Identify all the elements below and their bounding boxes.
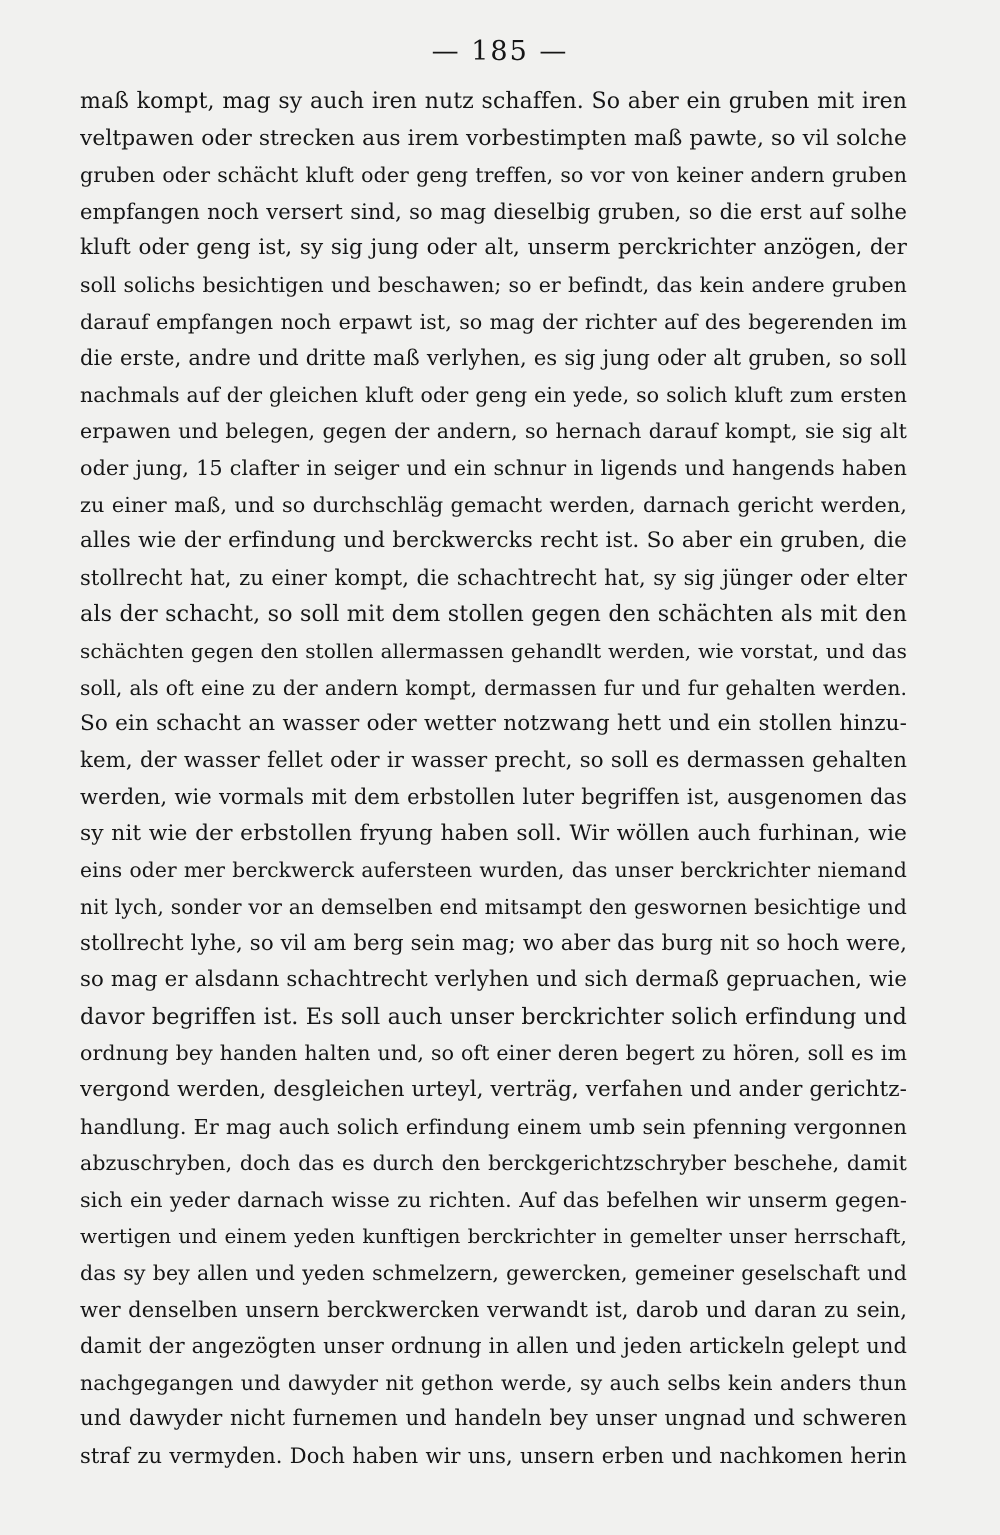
text-line: damit der angezögten unser ordnung in allen und jeden artickeln gelept und — [80, 1334, 907, 1359]
page-number: — 185 — — [431, 36, 569, 67]
text-line: schächten gegen den stollen allermassen gehandlt werden, wie vorstat, und das — [80, 638, 907, 663]
text-line: soll solichs besichtigen und beschawen; so er befindt, das kein andere gruben — [80, 272, 907, 297]
text-line: so mag er alsdann schachtrecht verlyhen und sich dermaß gepruachen, wie — [80, 967, 907, 993]
text-line: handlung. Er mag auch solich erfindung einem umb sein pfenning vergonnen — [80, 1114, 907, 1139]
text-line: die erste, andre und dritte maß verlyhen, es sig jung oder alt gruben, so soll — [80, 346, 907, 371]
text-line: alles wie der erfindung und berckwercks recht ist. So aber ein gruben, die — [80, 528, 907, 554]
text-line: oder jung, 15 clafter in seiger und ein schnur in ligends und hangends haben — [80, 455, 907, 480]
text-line: kluft oder geng ist, sy sig jung oder alt, unserm perckrichter anzögen, der — [80, 235, 907, 261]
text-line: und dawyder nicht furnemen und handeln bey unser ungnad und schweren — [80, 1406, 907, 1432]
text-line: eins oder mer berckwerck aufersteen wurden, das unser berckrichter niemand — [80, 858, 907, 883]
text-line: zu einer maß, und so durchschläg gemacht werden, darnach gericht werden, — [80, 492, 907, 517]
text-line: stollrecht lyhe, so vil am berg sein mag; wo aber das burg nit so hoch were, — [80, 930, 907, 956]
text-line: vergond werden, desgleichen urteyl, verträg, verfahen und ander gerichtz- — [80, 1077, 907, 1103]
text-line: darauf empfangen noch erpawt ist, so mag der richter auf des begerenden im — [80, 309, 907, 334]
text-line: das sy bey allen und yeden schmelzern, gewercken, gemeiner geselschaft und — [80, 1261, 907, 1285]
text-line: veltpawen oder strecken aus irem vorbestimpten maß pawte, so vil solche — [80, 125, 907, 151]
text-line: soll, als oft eine zu der andern kompt, dermassen fur und fur gehalten werden. — [80, 675, 907, 700]
text-line: ordnung bey handen halten und, so oft einer deren begert zu hören, soll es im — [80, 1041, 907, 1066]
text-line: straf zu vermyden. Doch haben wir uns, unsern erben und nachkomen herin — [80, 1443, 907, 1468]
body-text — [80, 84, 907, 1475]
text-line: So ein schacht an wasser oder wetter notzwang hett und ein stollen hinzu- — [80, 711, 907, 737]
text-line: nachmals auf der gleichen kluft oder geng ein yede, so solich kluft zum ersten — [80, 382, 907, 407]
text-line: empfangen noch versert sind, so mag dieselbig gruben, so die erst auf solhe — [80, 199, 907, 224]
text-line: davor begriffen ist. Es soll auch unser berckrichter solich erfindung und — [80, 1003, 907, 1030]
text-line: als der schacht, so soll mit dem stollen gegen den schächten als mit den — [80, 601, 907, 628]
text-line: erpawen und belegen, gegen der andern, so hernach darauf kompt, sie sig alt — [80, 419, 907, 444]
text-line: abzuschryben, doch das es durch den berckgerichtzschryber beschehe, damit — [80, 1151, 907, 1176]
text-line: sich ein yeder darnach wisse zu richten. Auf das befelhen wir unserm gegen- — [80, 1187, 907, 1212]
text-line: wer denselben unsern berckwercken verwandt ist, darob und daran zu sein, — [80, 1297, 907, 1322]
text-line: nit lych, sonder vor an demselben end mitsampt den geswornen besichtige und — [80, 895, 907, 920]
text-line: wertigen und einem yeden kunftigen berckrichter in gemelter unser herrschaft, — [80, 1224, 907, 1249]
text-line: werden, wie vormals mit dem erbstollen luter begriffen ist, ausgenomen das — [80, 785, 907, 810]
text-line: nachgegangen und dawyder nit gethon werde, sy auch selbs kein anders thun — [80, 1370, 907, 1395]
text-line: gruben oder schächt kluft oder geng treffen, so vor von keiner andern gruben — [80, 163, 907, 188]
text-line: sy nit wie der erbstollen fryung haben soll. Wir wöllen auch furhinan, wie — [80, 820, 907, 846]
text-line: stollrecht hat, zu einer kompt, die schachtrecht hat, sy sig jünger oder elter — [80, 565, 907, 590]
text-line: kem, der wasser fellet oder ir wasser precht, so soll es dermassen gehalten — [80, 747, 907, 773]
text-line: maß kompt, mag sy auch iren nutz schaffen. So aber ein gruben mit iren — [80, 89, 907, 114]
